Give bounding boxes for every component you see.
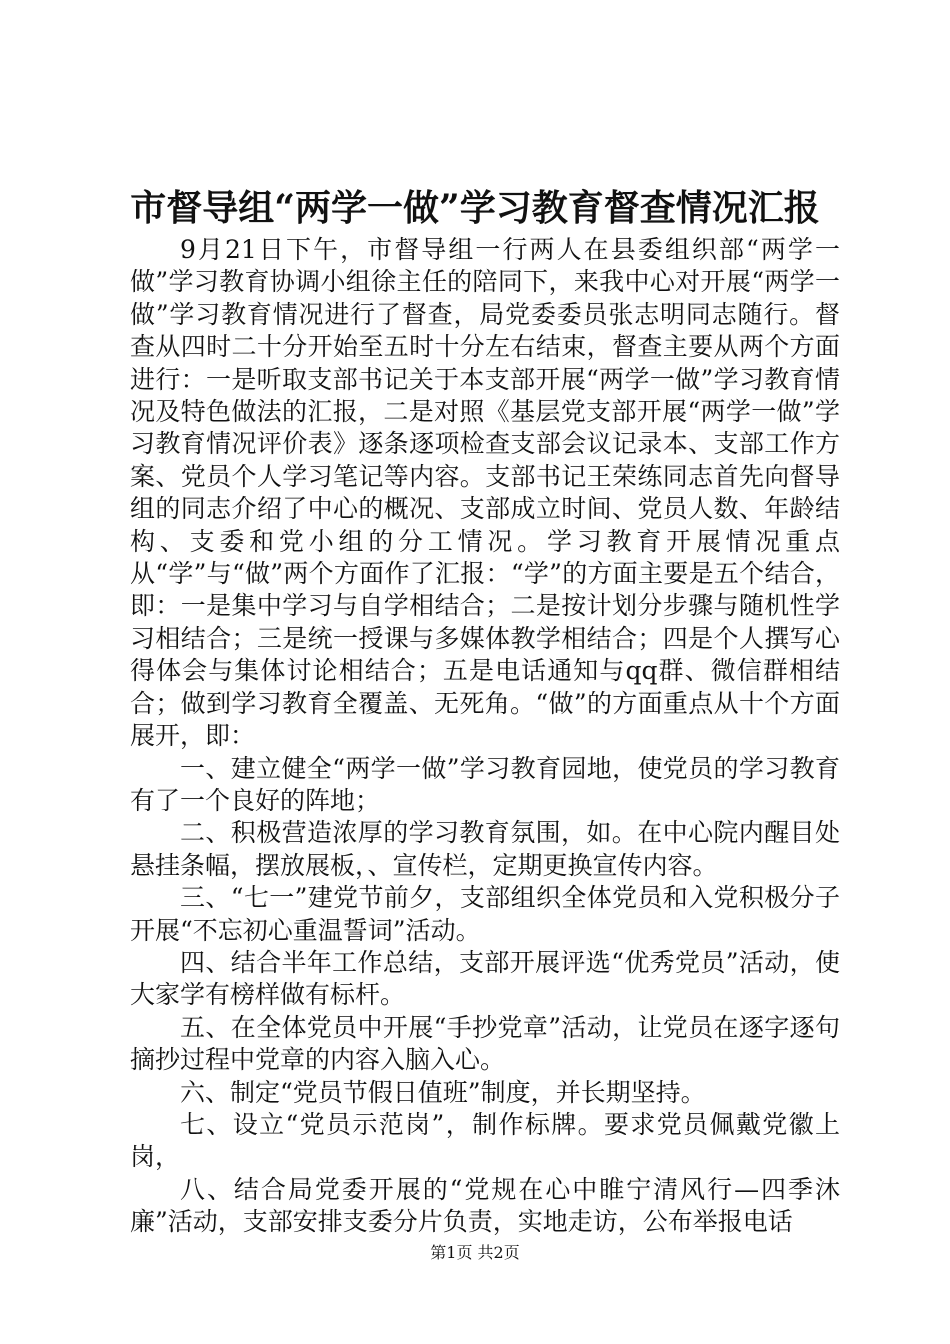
- paragraph-item-7: 七、设立“党员示范岗”，制作标牌。要求党员佩戴党徽上岗，: [130, 1109, 840, 1172]
- paragraph-item-6: 六、制定“党员节假日值班”制度，并长期坚持。: [180, 1077, 706, 1107]
- paragraph-item-1: 一、建立健全“两学一做”学习教育园地，使党员的学习教育有了一个良好的阵地；: [130, 753, 840, 815]
- page-number-footer: 第1页 共2页: [430, 1243, 520, 1262]
- paragraph-item-3: 三、“七一”建党节前夕，支部组织全体党员和入党积极分子开展“不忘初心重温誓词”活动。: [130, 883, 840, 945]
- paragraph-item-4: 四、结合半年工作总结，支部开展评选“优秀党员”活动，使大家学有榜样做有标杆。: [130, 947, 840, 1010]
- paragraph-item-8: 八、结合局党委开展的“党规在心中睢宁清风行—四季沐廉”活动，支部安排支委分片负责，实地走访，公布举报电话: [130, 1174, 840, 1237]
- paragraph-item-5: 五、在全体党员中开展“手抄党章”活动，让党员在逐字逐句摘抄过程中党章的内容入脑入心。: [130, 1012, 840, 1075]
- paragraph-intro: 9月21日下午，市督导组一行两人在县委组织部“两学一做”学习教育协调小组徐主任的陪同下，来我中心对开展“两学一做”学习教育情况进行了督查，局党委委员张志明同志随行。督查从四时二十分开始至五时十分左右结束，督查主要从两个方面进行：一是听取支部书记关于本支部开展“两学一做”学习教育情况及特色做法的汇报，二是对照《基层党支部开展“两学一做”学习教育情况评价表》逐条逐项检查支部会议记录本、支部工作方案、党员个人学习笔记等内容。支部书记王荣练同志首先向督导组的同志介绍了中心的概况、支部成立时间、党员人数、年龄结构、支委和党小组的分工情况。学习教育开展情况重点从“学”与“做”两个方面作了汇报：“学”的方面主要是五个结合，即：一是集中学习与自学相结合；二是按计划分步骤与随机性学习相结合；三是统一授课与多媒体教学相结合；四是个人撰写心得体会与集体讨论相结合；五是电话通知与qq群、微信群相结合；做到学习教育全覆盖、无死角。“做”的方面重点从十个方面展开，即：: [130, 235, 840, 751]
- document-title: 市督导组“两学一做”学习教育督查情况汇报: [130, 187, 820, 229]
- paragraph-item-2: 二、积极营造浓厚的学习教育氛围，如。在中心院内醒目处悬挂条幅，摆放展板，、宣传栏，定期更换宣传内容。: [130, 818, 840, 880]
- document-body: [130, 234, 840, 1239]
